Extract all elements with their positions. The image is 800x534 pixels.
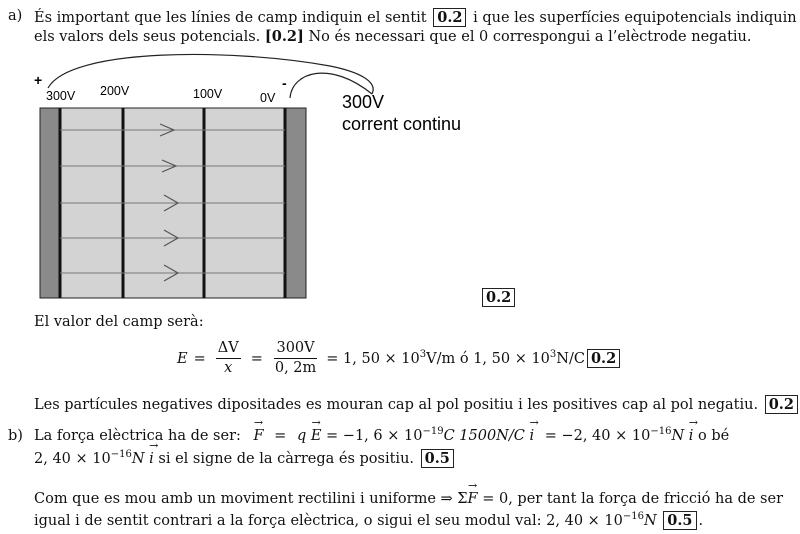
fraction-denominator: 0, 2m: [274, 360, 317, 376]
friction-text: = 0, per tant la força de fricció ha de ser: [482, 491, 784, 507]
period: .: [698, 513, 704, 529]
diagram-score: [480, 288, 517, 307]
plus-sign: +: [34, 72, 43, 88]
equation-equals: =: [250, 350, 263, 367]
fraction-dv-x: [216, 340, 241, 377]
part-b-intro: La força elèctrica ha de ser:: [34, 428, 241, 444]
or-text: o bé: [697, 428, 730, 444]
friction-text: Com que es mou amb un moviment rectilini i uniforme ⇒ Σ: [34, 491, 468, 507]
fraction-numerator: ΔV: [216, 340, 241, 359]
part-b-line-1: [34, 428, 729, 444]
exponent: 3: [549, 348, 557, 360]
fraction-denominator: x: [224, 360, 233, 376]
expression-part: 2, 40 × 10: [34, 451, 111, 467]
score-box: 0.2: [765, 395, 798, 414]
newton-unit: N: [643, 513, 657, 529]
exponent: −16: [110, 449, 132, 460]
unit-vector: → i: [149, 451, 154, 467]
label-200v: 200V: [100, 84, 130, 98]
score-box: 0.2: [482, 288, 515, 307]
result-part: = 1, 50 × 10: [326, 350, 420, 367]
particles-line: [34, 395, 800, 414]
equals: =: [274, 428, 287, 444]
part-b-line-2: [34, 449, 456, 468]
score-box: 0.5: [663, 511, 696, 530]
part-a-label: a): [8, 8, 23, 24]
exponent: 3: [419, 348, 427, 360]
source-type: corrent continu: [342, 114, 462, 134]
equation-equals: =: [193, 350, 206, 367]
unit-vector: → i: [689, 428, 694, 444]
expression-part: C 1500N/C: [443, 428, 525, 444]
score-box: 0.2: [587, 349, 620, 368]
score-box: 0.2: [433, 8, 466, 27]
part-a-line-2: [34, 28, 752, 45]
capacitor-diagram: [30, 58, 500, 308]
exponent: −16: [650, 426, 672, 437]
friction-line-1: [34, 491, 783, 507]
part-a-line-1: [34, 8, 797, 27]
score-mark: [0.2]: [264, 28, 304, 45]
negative-electrode: [285, 108, 306, 298]
positive-electrode: [40, 108, 60, 298]
part-a-text-4: No és necessari que el 0 correspongui a l’elèctrode negatiu.: [308, 29, 752, 45]
field-vector: → E: [311, 428, 322, 444]
part-a-text-1: És important que les línies de camp indiquin el sentit: [34, 10, 427, 26]
force-vector: → F: [468, 491, 478, 507]
result-part: V/m ó 1, 50 × 10: [426, 350, 550, 367]
source-voltage: 300V: [342, 92, 385, 112]
friction-line-2: [34, 511, 703, 530]
part-a-text-2: i que les superfícies equipotencials indiquin: [473, 10, 797, 26]
expression-part: = −1, 6 × 10: [326, 428, 423, 444]
label-100v: 100V: [193, 87, 223, 101]
score-box: 0.5: [421, 449, 454, 468]
newton-unit: N: [131, 451, 145, 467]
newton-unit: N: [671, 428, 685, 444]
minus-sign: -: [282, 75, 287, 91]
field-intro: El valor del camp serà:: [34, 314, 204, 330]
particles-text: Les partícules negatives dipositades es mouran cap al pol positiu i les positives cap al pol negatiu.: [34, 397, 759, 413]
equation-lhs: E: [177, 350, 188, 367]
label-300v: 300V: [46, 89, 76, 103]
charge-symbol: q: [296, 428, 307, 444]
part-a-text-3: els valors dels seus potencials.: [34, 29, 261, 45]
part-b-label: b): [8, 428, 23, 444]
fraction-values: [273, 340, 318, 377]
unit-vector: → i: [529, 428, 534, 444]
result-part: N/C: [556, 350, 585, 367]
equation-result: [326, 348, 585, 367]
exponent: −16: [622, 511, 644, 522]
exponent: −19: [422, 426, 444, 437]
friction-text: igual i de sentit contrari a la força elèctrica, o sigui el seu modul val: 2, 40 × 10: [34, 513, 623, 529]
field-equation: [177, 340, 622, 377]
label-0v: 0V: [260, 91, 276, 105]
expression-part: = −2, 40 × 10: [544, 428, 651, 444]
fraction-numerator: 300V: [274, 340, 316, 359]
force-vector: → F: [254, 428, 264, 444]
part-b-condition: si el signe de la càrrega és positiu.: [158, 451, 415, 467]
